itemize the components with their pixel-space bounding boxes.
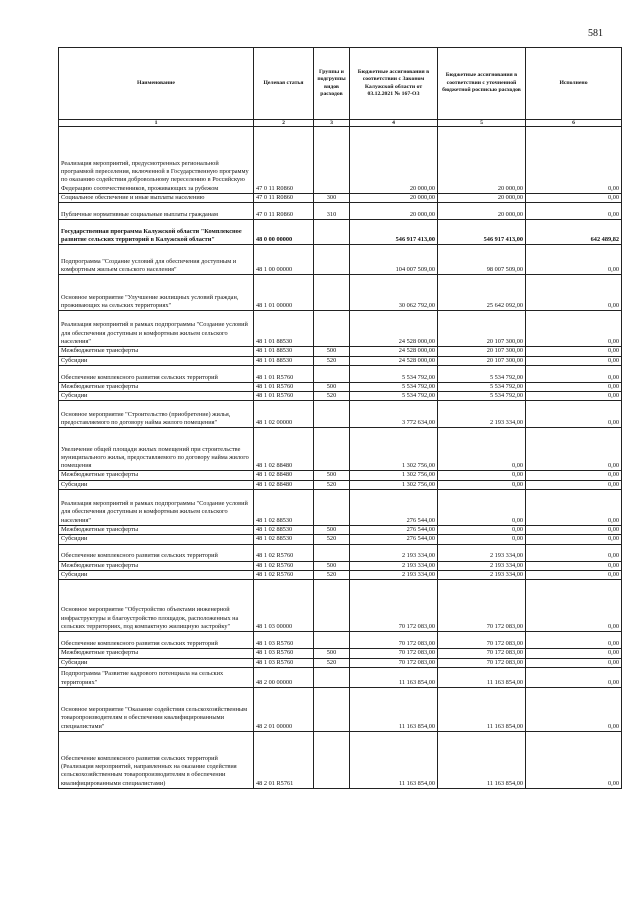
cell-revised-allocation: 0,00 — [438, 428, 526, 471]
cell-name: Субсидии — [59, 392, 254, 401]
cell-expense-group: 310 — [314, 203, 350, 220]
cell-law-allocation: 70 172 083,00 — [350, 632, 438, 649]
cell-target-article: 48 1 01 R5760 — [254, 382, 314, 391]
cell-law-allocation: 24 528 000,00 — [350, 347, 438, 356]
cell-name: Межбюджетные трансферты — [59, 561, 254, 570]
table-row — [59, 382, 622, 391]
cell-name: Социальное обеспечение и иные выплаты населению — [59, 194, 254, 203]
cell-executed: 0,00 — [526, 275, 622, 311]
cell-expense-group: 500 — [314, 649, 350, 658]
cell-target-article: 48 1 03 00000 — [254, 580, 314, 632]
cell-law-allocation: 5 534 792,00 — [350, 392, 438, 401]
cell-expense-group — [314, 275, 350, 311]
cell-target-article: 48 2 01 00000 — [254, 687, 314, 731]
cell-revised-allocation: 2 193 334,00 — [438, 570, 526, 579]
cell-expense-group — [314, 667, 350, 687]
cell-expense-group: 500 — [314, 561, 350, 570]
cell-name: Подпрограмма "Развитие кадрового потенциала на сельских территориях" — [59, 667, 254, 687]
cell-revised-allocation: 11 163 854,00 — [438, 687, 526, 731]
cell-revised-allocation: 70 172 083,00 — [438, 580, 526, 632]
table-row — [59, 311, 622, 347]
cell-target-article: 48 1 01 88530 — [254, 347, 314, 356]
cell-revised-allocation: 20 107 300,00 — [438, 311, 526, 347]
cell-law-allocation: 2 193 334,00 — [350, 570, 438, 579]
cell-executed: 0,00 — [526, 471, 622, 480]
cell-executed: 0,00 — [526, 544, 622, 561]
table-row — [59, 526, 622, 535]
cell-law-allocation: 11 163 854,00 — [350, 687, 438, 731]
cell-revised-allocation: 2 193 334,00 — [438, 544, 526, 561]
cell-revised-allocation: 5 534 792,00 — [438, 382, 526, 391]
cell-revised-allocation: 70 172 083,00 — [438, 649, 526, 658]
cell-revised-allocation: 2 193 334,00 — [438, 401, 526, 428]
cell-law-allocation: 5 534 792,00 — [350, 365, 438, 382]
cell-target-article: 48 1 01 88530 — [254, 311, 314, 347]
table-row — [59, 667, 622, 687]
header-revised-allocations: Бюджетные ассигнования в соответствии с уточненной бюджетной росписью расходов — [438, 48, 526, 120]
table-row — [59, 471, 622, 480]
cell-law-allocation: 276 544,00 — [350, 490, 438, 526]
cell-revised-allocation: 25 642 092,00 — [438, 275, 526, 311]
header-name: Наименование — [59, 48, 254, 120]
cell-name: Субсидии — [59, 535, 254, 544]
cell-law-allocation: 24 528 000,00 — [350, 356, 438, 365]
cell-name: Обеспечение комплексного развития сельских территорий — [59, 632, 254, 649]
cell-expense-group — [314, 401, 350, 428]
cell-target-article: 48 1 01 R5760 — [254, 365, 314, 382]
cell-target-article: 48 0 00 00000 — [254, 220, 314, 245]
cell-revised-allocation: 20 000,00 — [438, 194, 526, 203]
cell-target-article: 47 0 11 R0860 — [254, 127, 314, 194]
cell-executed: 0,00 — [526, 561, 622, 570]
cell-law-allocation: 24 528 000,00 — [350, 311, 438, 347]
cell-revised-allocation: 20 000,00 — [438, 203, 526, 220]
column-number: 1 — [59, 120, 254, 127]
cell-name: Межбюджетные трансферты — [59, 471, 254, 480]
table-row — [59, 561, 622, 570]
cell-expense-group: 500 — [314, 382, 350, 391]
cell-name: Субсидии — [59, 570, 254, 579]
cell-target-article: 48 1 02 R5760 — [254, 544, 314, 561]
cell-executed: 0,00 — [526, 245, 622, 275]
cell-law-allocation: 20 000,00 — [350, 127, 438, 194]
table-row — [59, 632, 622, 649]
cell-revised-allocation: 5 534 792,00 — [438, 392, 526, 401]
cell-target-article: 48 1 02 88530 — [254, 535, 314, 544]
cell-revised-allocation: 0,00 — [438, 535, 526, 544]
cell-name: Основное мероприятие "Улучшение жилищных условий граждан, проживающих на сельских территориях" — [59, 275, 254, 311]
cell-executed: 0,00 — [526, 365, 622, 382]
cell-expense-group — [314, 245, 350, 275]
header-target-article: Целевая статья — [254, 48, 314, 120]
cell-executed: 0,00 — [526, 194, 622, 203]
budget-table — [58, 47, 622, 789]
cell-executed: 0,00 — [526, 203, 622, 220]
cell-revised-allocation: 11 163 854,00 — [438, 667, 526, 687]
cell-expense-group: 500 — [314, 347, 350, 356]
cell-executed: 0,00 — [526, 535, 622, 544]
cell-executed: 0,00 — [526, 580, 622, 632]
cell-revised-allocation: 20 107 300,00 — [438, 347, 526, 356]
cell-law-allocation: 104 007 509,00 — [350, 245, 438, 275]
cell-revised-allocation: 5 534 792,00 — [438, 365, 526, 382]
cell-expense-group — [314, 580, 350, 632]
table-row — [59, 275, 622, 311]
cell-revised-allocation: 70 172 083,00 — [438, 632, 526, 649]
column-number: 3 — [314, 120, 350, 127]
page-number: 581 — [588, 28, 603, 39]
column-number: 5 — [438, 120, 526, 127]
cell-name: Реализация мероприятий в рамках подпрограммы "Создание условий для обеспечения доступным и комфортным жильем сельского населения" — [59, 311, 254, 347]
cell-name: Увеличение общей площади жилых помещений при строительстве муниципального жилья, предоставляемого по договору найма жилого помещения — [59, 428, 254, 471]
cell-name: Субсидии — [59, 658, 254, 667]
cell-target-article: 48 1 02 88530 — [254, 526, 314, 535]
cell-target-article: 48 1 02 88480 — [254, 480, 314, 489]
header-executed: Исполнено — [526, 48, 622, 120]
cell-law-allocation: 276 544,00 — [350, 526, 438, 535]
cell-revised-allocation: 0,00 — [438, 526, 526, 535]
cell-law-allocation: 546 917 413,00 — [350, 220, 438, 245]
cell-name: Основное мероприятие "Оказание содействия сельскохозяйственным товаропроизводителям в обеспечении квалифицированными специалистами" — [59, 687, 254, 731]
table-header-row — [59, 48, 622, 120]
cell-expense-group — [314, 127, 350, 194]
cell-executed: 0,00 — [526, 570, 622, 579]
cell-expense-group — [314, 544, 350, 561]
cell-target-article: 48 1 03 R5760 — [254, 632, 314, 649]
cell-expense-group — [314, 365, 350, 382]
cell-expense-group: 520 — [314, 392, 350, 401]
table-row — [59, 490, 622, 526]
cell-expense-group — [314, 490, 350, 526]
cell-law-allocation: 1 302 756,00 — [350, 428, 438, 471]
cell-executed: 642 489,82 — [526, 220, 622, 245]
cell-expense-group — [314, 311, 350, 347]
header-expense-groups: Группы и подгруппы видов расходов — [314, 48, 350, 120]
cell-revised-allocation: 0,00 — [438, 490, 526, 526]
cell-executed: 0,00 — [526, 428, 622, 471]
cell-executed: 0,00 — [526, 667, 622, 687]
cell-name: Межбюджетные трансферты — [59, 347, 254, 356]
cell-executed: 0,00 — [526, 311, 622, 347]
cell-name: Основное мероприятие "Строительство (приобретение) жилья, предоставляемого по договору найма жилого помещения" — [59, 401, 254, 428]
column-number: 6 — [526, 120, 622, 127]
cell-executed: 0,00 — [526, 382, 622, 391]
cell-expense-group: 500 — [314, 471, 350, 480]
cell-executed: 0,00 — [526, 632, 622, 649]
cell-name: Публичные нормативные социальные выплаты гражданам — [59, 203, 254, 220]
table-row — [59, 544, 622, 561]
cell-law-allocation: 3 772 634,00 — [350, 401, 438, 428]
cell-target-article: 48 2 00 00000 — [254, 667, 314, 687]
column-number: 4 — [350, 120, 438, 127]
table-row — [59, 356, 622, 365]
cell-expense-group: 520 — [314, 570, 350, 579]
cell-executed: 0,00 — [526, 392, 622, 401]
cell-target-article: 48 1 02 00000 — [254, 401, 314, 428]
cell-law-allocation: 11 163 854,00 — [350, 667, 438, 687]
cell-target-article: 48 1 02 88480 — [254, 428, 314, 471]
column-number: 2 — [254, 120, 314, 127]
cell-executed: 0,00 — [526, 490, 622, 526]
cell-name: Субсидии — [59, 480, 254, 489]
cell-name: Обеспечение комплексного развития сельских территорий (Реализация мероприятий, направленных на оказание содействия сельскохозяйственным товаропроизводителям в обеспечении квалифицированными специалистами) — [59, 731, 254, 788]
cell-revised-allocation: 0,00 — [438, 480, 526, 489]
cell-expense-group — [314, 687, 350, 731]
cell-target-article: 48 1 03 R5760 — [254, 658, 314, 667]
cell-expense-group — [314, 220, 350, 245]
table-row — [59, 203, 622, 220]
cell-revised-allocation: 546 917 413,00 — [438, 220, 526, 245]
table-row — [59, 480, 622, 489]
cell-name: Подпрограмма "Создание условий для обеспечения доступным и комфортным жильем сельского населения" — [59, 245, 254, 275]
cell-name: Обеспечение комплексного развития сельских территорий — [59, 365, 254, 382]
cell-target-article: 48 1 02 88530 — [254, 490, 314, 526]
cell-expense-group: 500 — [314, 526, 350, 535]
cell-revised-allocation: 0,00 — [438, 471, 526, 480]
cell-name: Межбюджетные трансферты — [59, 649, 254, 658]
cell-target-article: 48 1 02 R5760 — [254, 570, 314, 579]
table-row — [59, 658, 622, 667]
cell-expense-group — [314, 731, 350, 788]
table-row — [59, 428, 622, 471]
table-body — [59, 127, 622, 789]
cell-expense-group — [314, 428, 350, 471]
table-row — [59, 127, 622, 194]
header-law-allocations: Бюджетные ассигнования в соответствии с Законом Калужской области от 03.12.2021 № 167-ОЗ — [350, 48, 438, 120]
cell-expense-group: 520 — [314, 535, 350, 544]
cell-revised-allocation: 20 107 300,00 — [438, 356, 526, 365]
cell-executed: 0,00 — [526, 401, 622, 428]
cell-expense-group — [314, 632, 350, 649]
table-row — [59, 245, 622, 275]
cell-target-article: 48 1 03 R5760 — [254, 649, 314, 658]
cell-revised-allocation: 70 172 083,00 — [438, 658, 526, 667]
table-row — [59, 194, 622, 203]
cell-revised-allocation: 98 007 509,00 — [438, 245, 526, 275]
cell-name: Межбюджетные трансферты — [59, 526, 254, 535]
cell-law-allocation: 30 062 792,00 — [350, 275, 438, 311]
table-row — [59, 580, 622, 632]
cell-revised-allocation: 2 193 334,00 — [438, 561, 526, 570]
cell-law-allocation: 20 000,00 — [350, 203, 438, 220]
cell-law-allocation: 70 172 083,00 — [350, 649, 438, 658]
cell-target-article: 48 1 00 00000 — [254, 245, 314, 275]
cell-expense-group: 520 — [314, 480, 350, 489]
table-row — [59, 649, 622, 658]
table-row — [59, 392, 622, 401]
cell-name: Субсидии — [59, 356, 254, 365]
cell-executed: 0,00 — [526, 526, 622, 535]
cell-law-allocation: 276 544,00 — [350, 535, 438, 544]
cell-law-allocation: 2 193 334,00 — [350, 561, 438, 570]
cell-law-allocation: 70 172 083,00 — [350, 580, 438, 632]
table-row — [59, 365, 622, 382]
cell-name: Основное мероприятие "Обустройство объектами инженерной инфраструктуры и благоустройство площадок, расположенных на сельских территориях, под компактную жилищную застройку" — [59, 580, 254, 632]
table-row — [59, 347, 622, 356]
cell-name: Обеспечение комплексного развития сельских территорий — [59, 544, 254, 561]
table-row — [59, 220, 622, 245]
cell-expense-group: 300 — [314, 194, 350, 203]
cell-name: Межбюджетные трансферты — [59, 382, 254, 391]
cell-revised-allocation: 20 000,00 — [438, 127, 526, 194]
cell-executed: 0,00 — [526, 649, 622, 658]
cell-executed: 0,00 — [526, 356, 622, 365]
table-row — [59, 535, 622, 544]
cell-target-article: 48 1 01 R5760 — [254, 392, 314, 401]
column-number-row — [59, 120, 622, 127]
cell-law-allocation: 11 163 854,00 — [350, 731, 438, 788]
cell-executed: 0,00 — [526, 347, 622, 356]
table-row — [59, 731, 622, 788]
cell-executed: 0,00 — [526, 127, 622, 194]
cell-target-article: 48 1 01 00000 — [254, 275, 314, 311]
cell-executed: 0,00 — [526, 480, 622, 489]
cell-law-allocation: 20 000,00 — [350, 194, 438, 203]
cell-revised-allocation: 11 163 854,00 — [438, 731, 526, 788]
cell-target-article: 47 0 11 R0860 — [254, 203, 314, 220]
cell-law-allocation: 5 534 792,00 — [350, 382, 438, 391]
cell-target-article: 48 2 01 R5761 — [254, 731, 314, 788]
cell-target-article: 48 1 01 88530 — [254, 356, 314, 365]
cell-law-allocation: 70 172 083,00 — [350, 658, 438, 667]
table-row — [59, 687, 622, 731]
table-row — [59, 401, 622, 428]
cell-executed: 0,00 — [526, 687, 622, 731]
cell-law-allocation: 1 302 756,00 — [350, 471, 438, 480]
cell-name: Государственная программа Калужской области "Комплексное развитие сельских территорий в Калужской области" — [59, 220, 254, 245]
cell-target-article: 48 1 02 R5760 — [254, 561, 314, 570]
cell-executed: 0,00 — [526, 731, 622, 788]
cell-target-article: 47 0 11 R0860 — [254, 194, 314, 203]
table-row — [59, 570, 622, 579]
cell-target-article: 48 1 02 88480 — [254, 471, 314, 480]
cell-law-allocation: 1 302 756,00 — [350, 480, 438, 489]
cell-executed: 0,00 — [526, 658, 622, 667]
cell-expense-group: 520 — [314, 658, 350, 667]
cell-name: Реализация мероприятий в рамках подпрограммы "Создание условий для обеспечения доступным и комфортным жильем сельского населения" — [59, 490, 254, 526]
cell-law-allocation: 2 193 334,00 — [350, 544, 438, 561]
cell-name: Реализация мероприятий, предусмотренных региональной программой переселения, включенной в Государственную программу по оказанию содействия добровольному переселению в Российскую Федерацию соотечественников, проживающих за рубежом — [59, 127, 254, 194]
cell-expense-group: 520 — [314, 356, 350, 365]
